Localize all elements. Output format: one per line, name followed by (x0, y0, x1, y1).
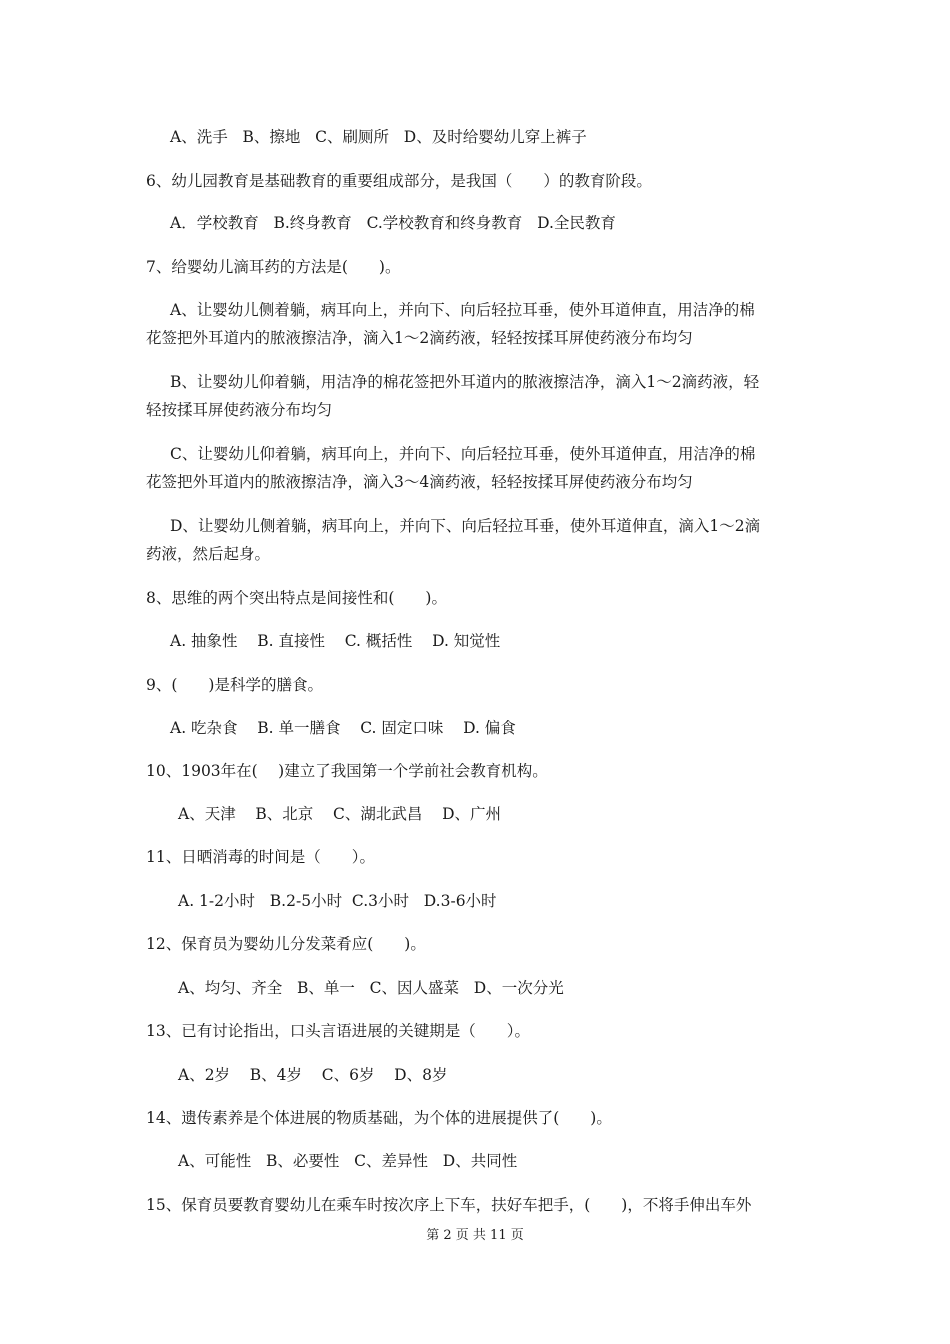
question-10: 10、1903年在( )建立了我国第一个学前社会教育机构。 (146, 762, 548, 780)
q7-option-c-line2: 花签把外耳道内的脓液擦洁净，滴入3～4滴药液，轻轻按揉耳屏使药液分布均匀 (146, 473, 693, 491)
q8-options: A. 抽象性 B. 直接性 C. 概括性 D. 知觉性 (170, 632, 501, 650)
question-9: 9、( )是科学的膳食。 (146, 676, 323, 694)
q7-option-b-line1: B、让婴幼儿仰着躺，用洁净的棉花签把外耳道内的脓液擦洁净，滴入1～2滴药液，轻 (170, 373, 760, 391)
question-15: 15、保育员要教育婴幼儿在乘车时按次序上下车，扶好车把手，( )，不将手伸出车外 (146, 1196, 752, 1214)
question-11: 11、日晒消毒的时间是（ ）。 (146, 848, 375, 866)
q7-option-a-line2: 花签把外耳道内的脓液擦洁净，滴入1～2滴药液，轻轻按揉耳屏使药液分布均匀 (146, 329, 693, 347)
q7-option-d-line1: D、让婴幼儿侧着躺，病耳向上，并向下、向后轻拉耳垂，使外耳道伸直，滴入1～2滴 (170, 517, 761, 535)
question-12: 12、保育员为婴幼儿分发菜肴应( )。 (146, 935, 426, 953)
q7-option-d-line2: 药液，然后起身。 (146, 545, 271, 563)
q7-option-a-line1: A、让婴幼儿侧着躺，病耳向上，并向下、向后轻拉耳垂，使外耳道伸直，用洁净的棉 (170, 301, 755, 319)
q14-options: A、可能性 B、必要性 C、差异性 D、共同性 (178, 1152, 518, 1170)
q9-options: A. 吃杂食 B. 单一膳食 C. 固定口味 D. 偏食 (170, 719, 516, 737)
q10-options: A、天津 B、北京 C、湖北武昌 D、广州 (178, 805, 501, 823)
q6-options: A．学校教育 B.终身教育 C.学校教育和终身教育 D.全民教育 (170, 214, 616, 232)
page-footer: 第 2 页 共 11 页 (426, 1228, 524, 1243)
q11-options: A. 1-2小时 B.2-5小时 C.3小时 D.3-6小时 (178, 892, 497, 910)
q7-option-c-line1: C、让婴幼儿仰着躺，病耳向上，并向下、向后轻拉耳垂，使外耳道伸直，用洁净的棉 (170, 445, 756, 463)
q7-option-b-line2: 轻按揉耳屏使药液分布均匀 (146, 401, 333, 419)
q12-options: A、均匀、齐全 B、单一 C、因人盛菜 D、一次分光 (178, 979, 564, 997)
question-13: 13、已有讨论指出，口头言语进展的关键期是（ ）。 (146, 1022, 530, 1040)
question-8: 8、思维的两个突出特点是间接性和( )。 (146, 589, 447, 607)
q5-options: A、洗手 B、擦地 C、刷厕所 D、及时给婴幼儿穿上裤子 (170, 128, 587, 146)
question-7: 7、给婴幼儿滴耳药的方法是( )。 (146, 258, 401, 276)
question-6: 6、幼儿园教育是基础教育的重要组成部分，是我国（ ）的教育阶段。 (146, 172, 652, 190)
q13-options: A、2岁 B、4岁 C、6岁 D、8岁 (178, 1066, 448, 1084)
question-14: 14、遗传素养是个体进展的物质基础，为个体的进展提供了( )。 (146, 1109, 612, 1127)
